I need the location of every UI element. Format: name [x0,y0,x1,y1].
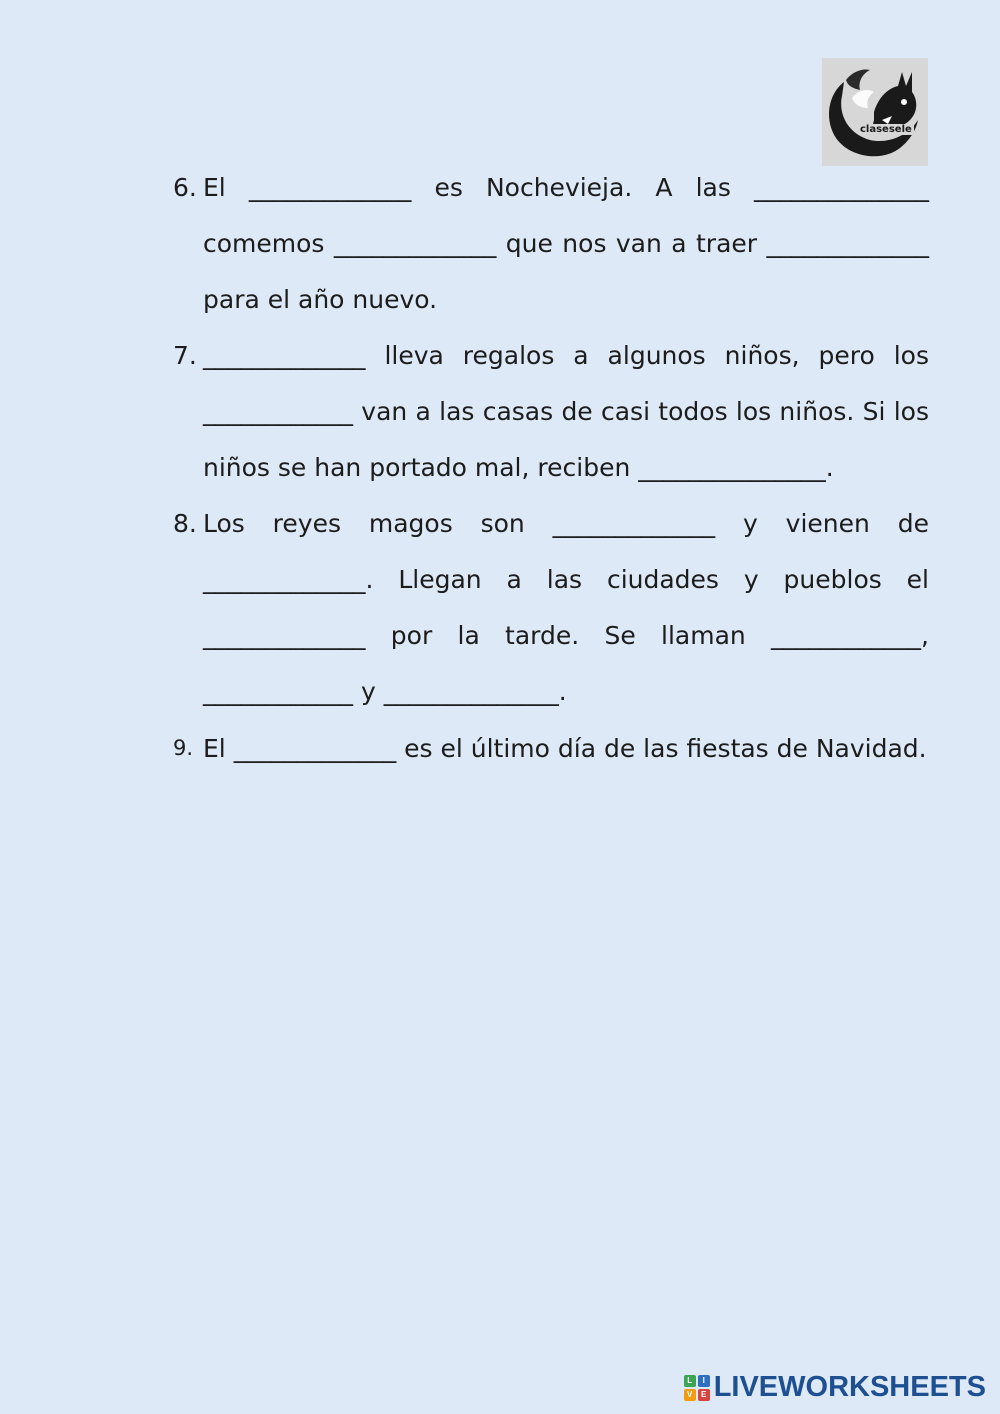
list-item [173,496,929,720]
liveworksheets-badge-icon [684,1375,710,1401]
badge-letter: E [698,1389,710,1401]
logo-text: clasesele [860,124,912,135]
item-number: 6. [173,173,197,202]
liveworksheets-brand: LIVEWORKSHEETS [713,1371,986,1403]
list-item [173,328,929,496]
list-item [173,160,929,328]
exercise-list [173,160,929,776]
item-number: 7. [173,341,197,370]
liveworksheets-logo[interactable] [684,1371,986,1404]
item-text: El _____________ es Nochevieja. A las ______________ comemos _____________ que nos van a traer _____________ para el año nuevo. [203,173,929,314]
dragon-moon-icon [822,58,928,166]
item-text: Los reyes magos son _____________ y vienen de _____________. Llegan a las ciudades y pueblos el _____________ por la tarde. Se llaman ____________, ____________ y ______________. [203,509,929,706]
item-number: 9. [173,736,194,760]
list-item [173,720,929,776]
badge-letter: I [698,1375,710,1387]
item-text: El _____________ es el último día de las fiestas de Navidad. [203,734,927,763]
clasesele-logo [822,58,928,166]
item-number: 8. [173,509,197,538]
badge-letter: V [684,1389,696,1401]
item-text: _____________ lleva regalos a algunos niños, pero los ____________ van a las casas de casi todos los niños. Si los niños se han portado mal, reciben _______________. [203,341,929,482]
badge-letter: L [684,1375,696,1387]
